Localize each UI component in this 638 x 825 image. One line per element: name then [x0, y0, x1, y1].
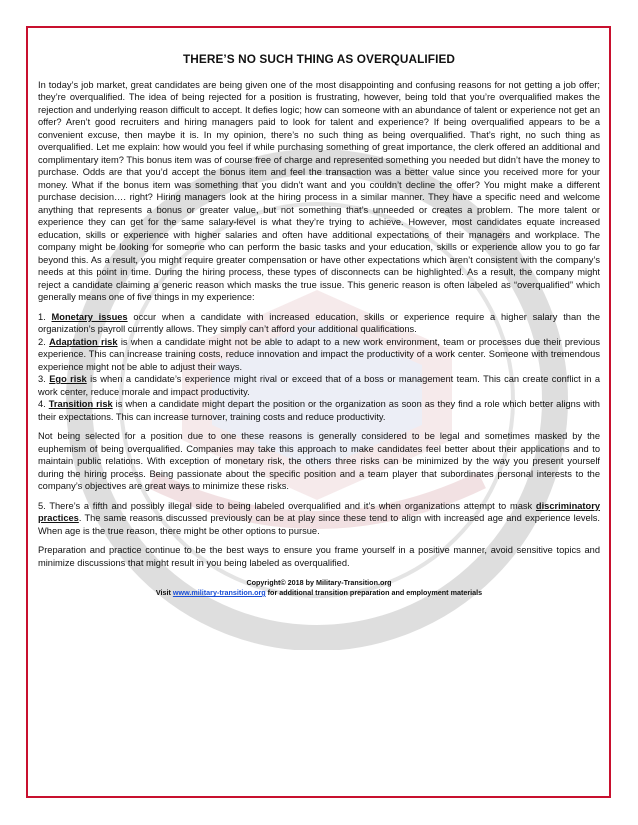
- visit-line: Visit www.military-transition.org for additional transition preparation and employment materials: [155, 588, 483, 597]
- website-link[interactable]: www.military-transition.org: [172, 588, 266, 597]
- document-body: [38, 48, 600, 598]
- copyright-text: Copyright© 2018 by Military-Transition.org: [246, 578, 392, 587]
- risk-list: [38, 311, 600, 424]
- page-title: THERE’S NO SUCH THING AS OVERQUALIFIED: [182, 52, 456, 66]
- risk-term: Transition risk: [48, 399, 113, 409]
- discriminatory-term: discriminatory practices: [38, 500, 600, 523]
- list-item: 2. Adaptation risk is when a candidate might not be able to adapt to a new work environment, team or processes due their previous experience. This can increase training costs, reduce innovation and impact the productivity of a work center. Someone with tremendous experience might not be able to adjust their ways.: [38, 336, 600, 372]
- fifth-reason-paragraph: 5. There’s a fifth and possibly illegal side to being labeled overqualified and it’s when organizations attempt to mask discriminatory practices. The same reasons discussed previously can be at play since these tend to align with increased age and experience levels. When age is the true reason, there might be other options to pursue.: [38, 500, 600, 536]
- risk-term: Adaptation risk: [49, 336, 118, 347]
- masking-paragraph: Not being selected for a position due to one these reasons is generally considered to be legal and sometimes masked by the euphemism of being overqualified. Companies may take this approach to make candidates feel better about their applications and to maintain public relations. With exception of monetary risk, the others three risks can be minimized by the way you present yourself during the hiring process. Being passionate about the specific position and a team player that subordinates personal interests to the company’s objectives are great ways to minimize these risks.: [38, 431, 600, 491]
- list-item: 1. Monetary issues occur when a candidate with increased education, skills or experience require a higher salary than the organization’s payroll currently allows. They simply can’t afford your additional qualifications.: [38, 311, 601, 334]
- intro-paragraph: In today’s job market, great candidates are being given one of the most disappointing and confusing reasons for not getting a job offer; they’re overqualified. The idea of being rejected for a position is frustrating, however, being told that you’re overqualified makes the rejection and underlying reason difficult to accept. It defies logic; how can someone with an abundance of talent or experience not get an offer? Aren’t good recruiters and hiring managers paid to look for talent and experience? If being overqualified appears to be a convenient excuse, then maybe it is. In my opinion, there’s no such thing as being overqualified. That’s right, no such thing as overqualified. Let me explain: how would you feel if while purchasing something of great importance, the clerk offered an additional and complimentary item? This bonus item was of course free of charge and represented something you needed but didn’t have the money to purchase. Odds are that you’d accept the bonus item and feel the transaction was a better value since you received more for your money. What if the bonus item was something that you didn’t want and you couldn’t decline the offer? You might make a different purchase decision…. right? Hiring managers look at the hiring process in a similar manner. They have a specific need and welcome anything that represents a bonus or greater value, but not something that’s unneeded or creates a problem. The more talent or experience they can get for the same salary-level is what they’re trying to achieve. However, most candidates equate increased education, skills or experience with higher salaries and often have additional expectations of their managers and workplace. The company might be looking for someone who can perform the basic tasks and your education, skills or experience allow you to go far beyond this. As a result, you might require greater compensation or have other expectations which aren’t consistent with the company’s needs at this point in time. During the hiring process, these types of disconnects can be highlighted. As a result, the company might reject a candidate claiming a generic reason which masks the true issue. This generic reason is often labeled as “overqualified” which generally means one of five things in my experience:: [38, 79, 600, 302]
- list-item: 4. Transition risk is when a candidate might depart the position or the organization as soon as they find a role which better aligns with their expectations. This can increase turnover, training costs and reduce productivity.: [38, 399, 600, 422]
- footer: [38, 578, 600, 598]
- risk-term: Monetary issues: [51, 311, 128, 322]
- closing-paragraph: Preparation and practice continue to be the best ways to ensure you frame yourself in a positive manner, avoid sensitive topics and minimize discussions that might result in you being labeled as overqualified.: [38, 545, 600, 568]
- list-item: 3. Ego risk is when a candidate’s experience might rival or exceed that of a boss or management team. This can create conflict in a work center, reduce morale and impact productivity.: [38, 374, 600, 397]
- risk-term: Ego risk: [49, 374, 87, 384]
